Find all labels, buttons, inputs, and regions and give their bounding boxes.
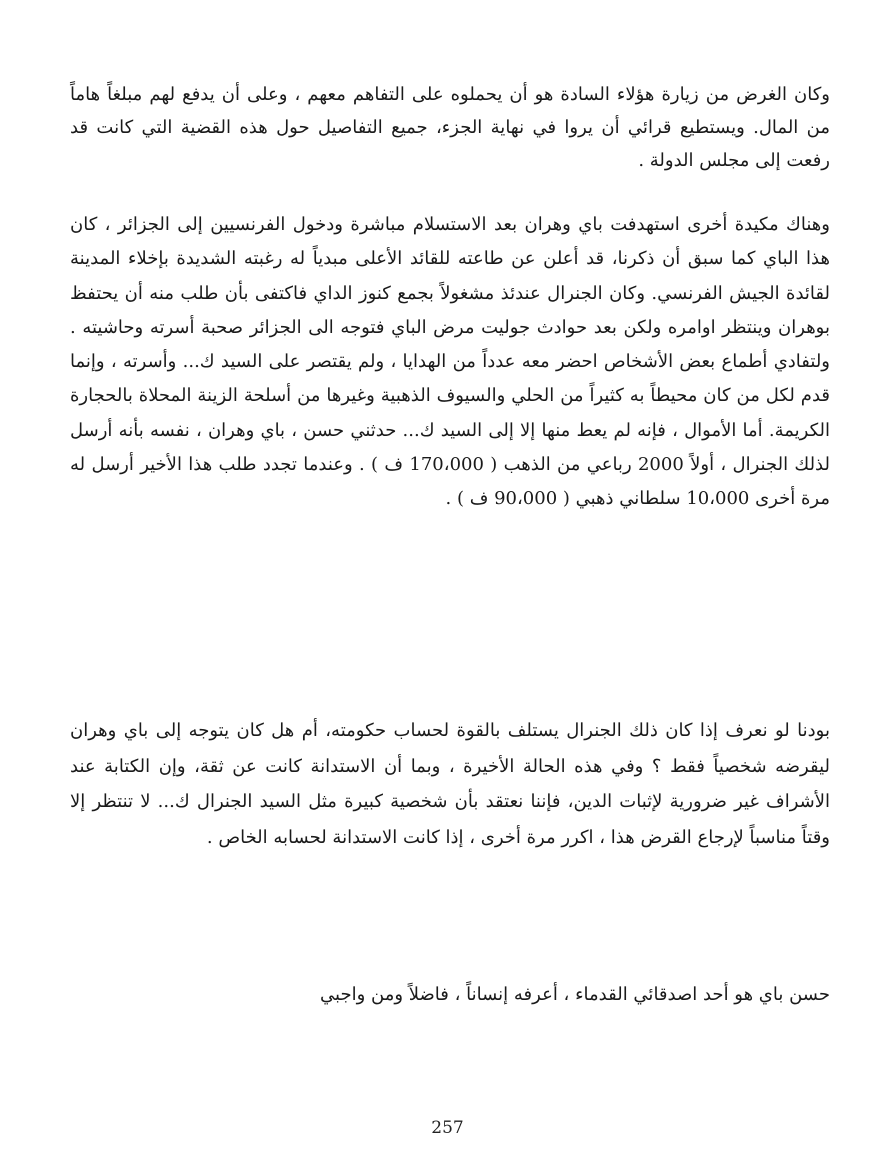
page-number: 257 — [431, 1118, 464, 1138]
paragraph-4: حسن باي هو أحد اصدقائي القدماء ، أعرفه إنساناً ، فاضلاً ومن واجبي — [320, 984, 830, 1005]
paragraph-2: وهناك مكيدة أخرى استهدفت باي وهران بعد الاستسلام مباشرة ودخول الفرنسيين إلى الجزائر ، كان هذا الباي كما سبق أن ذكرنا، قد أعلن عن طاعته للقائد الأعلى مبدياً له رغبته الشديدة بإخلاء المدينة لقائدة الجيش الفرنسي. وكان الجنرال عندئذ مشغولاً بجمع كنوز الداي فاكتفى بأن طلب منه أن يحتفظ بوهران وينتظر اوامره ولكن بعد حوادث جوليت مرض الباي فتوجه الى الجزائر صحبة أسرته وحاشيته . ولتفادي أطماع بعض الأشخاص احضر معه عدداً من الهدايا ، ولم يقتصر على السيد ك... وأسرته ، وإنما قدم لكل من كان محيطاً به كثيراً من الحلي والسيوف الذهبية وغيرها من أسلحة الزينة المحلاة بالحجارة الكريمة. أما الأموال ، فإنه لم يعط منها إلا إلى السيد ك... حدثني حسن ، باي وهران ، نفسه بأنه أرسل لذلك الجنرال ، أولاً 2000 رباعي من الذهب ( 170،000 ف ) . وعندما تجدد طلب هذا الأخير أرسل له مرة أخرى 10،000 سلطاني ذهبي ( 90،000 ف ) . — [70, 214, 830, 510]
paragraph-3: بودنا لو نعرف إذا كان ذلك الجنرال يستلف بالقوة لحساب حكومته، أم هل كان يتوجه إلى باي وهران ليقرضه شخصياً فقط ؟ وفي هذه الحالة الأخيرة ، وبما أن الاستدانة كانت عن ثقة، وإن الكتابة عند الأشراف غير ضرورية لإثبات الدين، فإننا نعتقد بأن شخصية كبيرة مثل السيد الجنرال ك... لا تنتظر إلا وقتاً مناسباً لإرجاع القرض هذا ، اكرر مرة أخرى ، إذا كانت الاستدانة لحسابه الخاص . — [70, 720, 830, 848]
paragraph-1: وكان الغرض من زيارة هؤلاء السادة هو أن يحملوه على التفاهم معهم ، وعلى أن يدفع لهم مبلغاً هاماً من المال. ويستطيع قرائي أن يروا في نهاية الجزء، جميع التفاصيل حول هذه القضية التي كانت قد رفعت إلى مجلس الدولة . — [70, 84, 830, 171]
